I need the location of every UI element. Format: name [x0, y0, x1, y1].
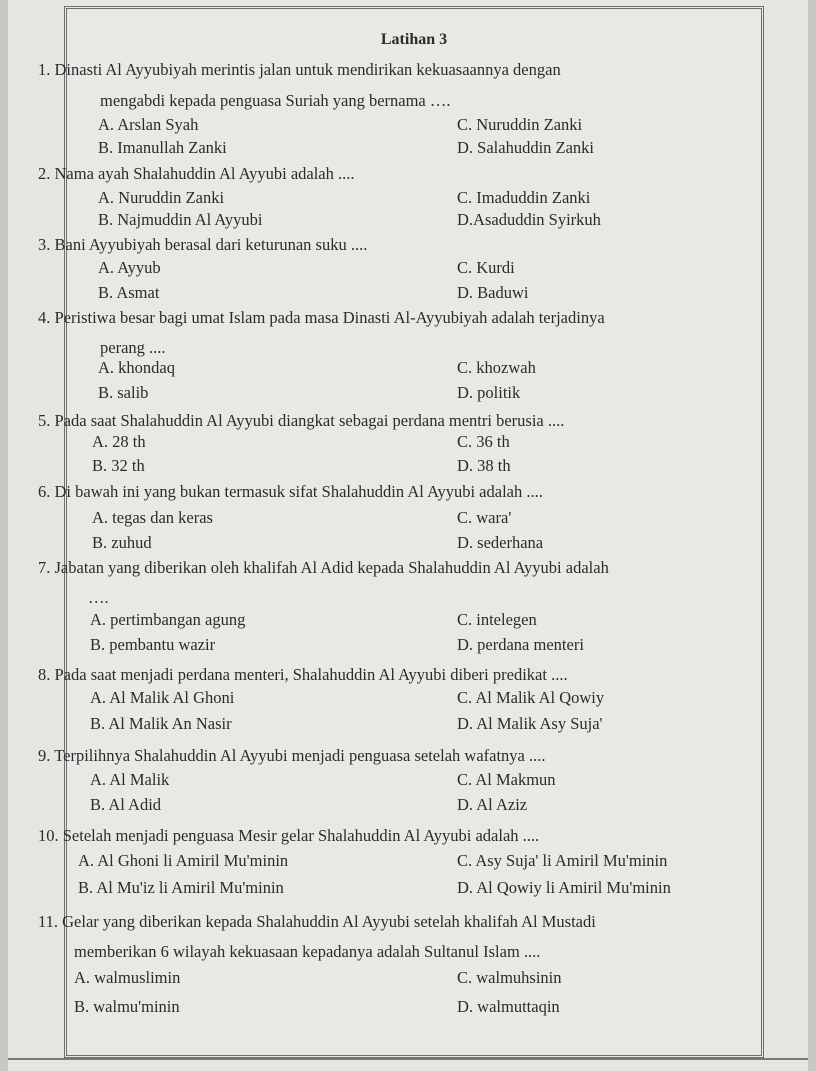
question-8-option-b: B. Al Malik An Nasir — [90, 714, 232, 733]
question-9-option-b: B. Al Adid — [90, 795, 162, 814]
question-11-option-a: A. walmuslimin — [74, 968, 181, 987]
question-1-text: 1. Dinasti Al Ayyubiyah merintis jalan untuk mendirikan kekuasaannya dengan — [38, 60, 561, 79]
question-8-text: 8. Pada saat menjadi perdana menteri, Shalahuddin Al Ayyubi diberi predikat .... — [38, 665, 568, 684]
question-10-option-b: B. Al Mu'iz li Amiril Mu'minin — [78, 878, 284, 897]
question-11-text: memberikan 6 wilayah kekuasaan kepadanya adalah Sultanul Islam .... — [74, 942, 541, 961]
question-1-text: mengabdi kepada penguasa Suriah yang bernama …. — [100, 91, 451, 110]
question-7-option-a: A. pertimbangan agung — [90, 610, 246, 629]
question-5-option-d: D. 38 th — [457, 456, 511, 475]
question-9-option-a: A. Al Malik — [90, 770, 170, 789]
question-5-text: 5. Pada saat Shalahuddin Al Ayyubi diangkat sebagai perdana mentri berusia .... — [38, 411, 565, 430]
question-2-option-d: D.Asaduddin Syirkuh — [457, 210, 601, 229]
question-10-option-d: D. Al Qowiy li Amiril Mu'minin — [457, 878, 671, 897]
question-3-option-b: B. Asmat — [98, 283, 160, 302]
question-2-option-b: B. Najmuddin Al Ayyubi — [98, 210, 263, 229]
question-1-option-d: D. Salahuddin Zanki — [457, 138, 595, 157]
question-5-option-a: A. 28 th — [92, 432, 146, 451]
question-7-text: 7. Jabatan yang diberikan oleh khalifah Al Adid kepada Shalahuddin Al Ayyubi adalah — [38, 558, 609, 577]
question-2-option-c: C. Imaduddin Zanki — [457, 188, 591, 207]
question-1-option-b: B. Imanullah Zanki — [98, 138, 227, 157]
question-4-text: perang .... — [100, 338, 166, 357]
question-1-option-a: A. Arslan Syah — [98, 115, 199, 134]
question-6-text: 6. Di bawah ini yang bukan termasuk sifat Shalahuddin Al Ayyubi adalah .... — [38, 482, 543, 501]
question-6-option-c: C. wara' — [457, 508, 512, 527]
question-5-option-c: C. 36 th — [457, 432, 510, 451]
question-4-text: 4. Peristiwa besar bagi umat Islam pada masa Dinasti Al-Ayyubiyah adalah terjadinya — [38, 308, 605, 327]
question-11-option-d: D. walmuttaqin — [457, 997, 560, 1016]
question-3-option-d: D. Baduwi — [457, 283, 529, 302]
page-title: Latihan 3 — [380, 31, 448, 48]
question-3-text: 3. Bani Ayyubiyah berasal dari keturunan suku .... — [38, 235, 368, 254]
question-10-option-a: A. Al Ghoni li Amiril Mu'minin — [78, 851, 289, 870]
question-11-option-b: B. walmu'minin — [74, 997, 180, 1016]
question-9-option-c: C. Al Makmun — [457, 770, 556, 789]
question-8-option-a: A. Al Malik Al Ghoni — [90, 688, 235, 707]
question-7-option-c: C. intelegen — [457, 610, 537, 629]
question-11-option-c: C. walmuhsinin — [457, 968, 562, 987]
question-6-option-d: D. sederhana — [457, 533, 544, 552]
question-8-option-c: C. Al Malik Al Qowiy — [457, 688, 605, 707]
question-6-option-a: A. tegas dan keras — [92, 508, 213, 527]
question-6-option-b: B. zuhud — [92, 533, 152, 552]
question-8-option-d: D. Al Malik Asy Suja' — [457, 714, 603, 733]
question-7-text: …. — [88, 588, 109, 607]
question-9-text: 9. Terpilihnya Shalahuddin Al Ayyubi menjadi penguasa setelah wafatnya .... — [38, 746, 546, 765]
question-3-option-a: A. Ayyub — [98, 258, 161, 277]
question-7-option-d: D. perdana menteri — [457, 635, 584, 654]
question-10-text: 10. Setelah menjadi penguasa Mesir gelar Shalahuddin Al Ayyubi adalah .... — [38, 826, 540, 845]
question-10-option-c: C. Asy Suja' li Amiril Mu'minin — [457, 851, 668, 870]
question-2-text: 2. Nama ayah Shalahuddin Al Ayyubi adalah .... — [38, 164, 355, 183]
question-4-option-c: C. khozwah — [457, 358, 536, 377]
question-3-option-c: C. Kurdi — [457, 258, 515, 277]
question-4-option-b: B. salib — [98, 383, 149, 402]
question-1-option-c: C. Nuruddin Zanki — [457, 115, 583, 134]
bottom-rule — [8, 1058, 808, 1060]
question-4-option-a: A. khondaq — [98, 358, 175, 377]
question-7-option-b: B. pembantu wazir — [90, 635, 216, 654]
question-9-option-d: D. Al Aziz — [457, 795, 528, 814]
question-11-text: 11. Gelar yang diberikan kepada Shalahuddin Al Ayyubi setelah khalifah Al Mustadi — [38, 912, 596, 931]
question-5-option-b: B. 32 th — [92, 456, 145, 475]
question-2-option-a: A. Nuruddin Zanki — [98, 188, 225, 207]
question-4-option-d: D. politik — [457, 383, 521, 402]
